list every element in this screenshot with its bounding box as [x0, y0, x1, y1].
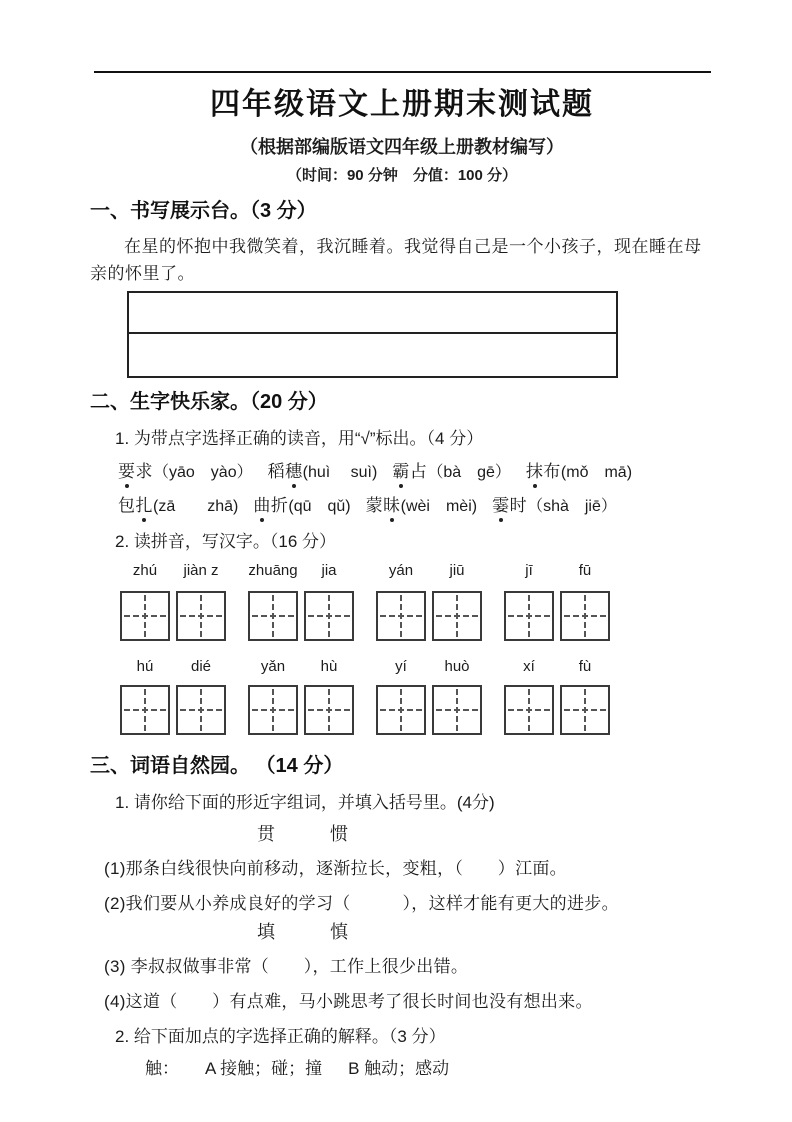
handwriting-passage: 在星的怀抱中我微笑着，我沉睡着。我觉得自己是一个小孩子，现在睡在母亲的怀里了。: [90, 237, 702, 283]
pinyin-group: [376, 658, 482, 676]
similar-char-pair-2: [257, 921, 714, 943]
pinyin-group: [248, 562, 354, 580]
pinyin-options[interactable]: （bà gē）: [427, 464, 511, 481]
pinyin-group: [120, 562, 226, 580]
pinyin-label: fū: [578, 562, 592, 579]
polyphonic-word-item: [253, 494, 350, 518]
grid-pair: [248, 591, 354, 641]
hanzi-writing-cell[interactable]: [304, 591, 354, 641]
pinyin-label: fù: [578, 658, 592, 675]
grid-pair: [504, 591, 610, 641]
exam-meta: （时间：90 分钟 分值：100 分）: [286, 167, 518, 184]
section-one-heading: 一、书写展示台。（3 分）: [90, 200, 317, 222]
pinyin-options[interactable]: (wèi mèi): [400, 498, 478, 515]
pinyin-label: hù: [320, 658, 338, 675]
pinyin-label: huò: [444, 658, 470, 675]
pinyin-options[interactable]: (qū qǔ): [288, 498, 351, 515]
polyphonic-word-item: [118, 460, 253, 484]
pinyin-label: yí: [395, 658, 407, 675]
pinyin-label-row-1: [120, 562, 714, 580]
question-prompt-pronunciation: 1. 为带点字选择正确的读音，用“√”标出。（4 分）: [115, 429, 484, 448]
polyphonic-word-item: [118, 494, 238, 518]
pinyin-group: [504, 562, 610, 580]
pinyin-group: [504, 658, 610, 676]
pinyin-label: hú: [136, 658, 154, 675]
char-guan4-xin: 惯: [330, 824, 348, 844]
grid-pair: [504, 685, 610, 735]
pinyin-options[interactable]: (mǒ mā): [560, 464, 633, 481]
grid-pair: [120, 685, 226, 735]
pronunciation-row-2: [118, 494, 714, 518]
pinyin-options[interactable]: (zā zhā): [153, 498, 239, 515]
pinyin-label: zhuāng: [248, 562, 298, 579]
word-text: 曲折: [253, 496, 289, 515]
question-prompt-write-hanzi: 2. 读拼音，写汉字。（16 分）: [115, 532, 337, 551]
section-three-heading: 三、词语自然园。 （14 分）: [90, 755, 344, 777]
pinyin-label: zhú: [132, 562, 158, 579]
word-text: 包扎: [118, 496, 153, 515]
question-prompt-meaning: 2. 给下面加点的字选择正确的解释。（3 分）: [115, 1027, 446, 1046]
fill-blank-sentence-2[interactable]: (2)我们要从小养成良好的学习（ ），这样才能有更大的进步。: [104, 894, 619, 913]
page-content: [0, 86, 792, 1080]
meaning-options-line: [145, 1057, 714, 1080]
polyphonic-word-item: [268, 460, 378, 484]
hanzi-writing-cell[interactable]: [304, 685, 354, 735]
hanzi-writing-cell[interactable]: [504, 591, 554, 641]
pronunciation-row-1: [118, 460, 714, 484]
pinyin-group: [376, 562, 482, 580]
fill-blank-sentence-1[interactable]: (1)那条白线很快向前移动，逐渐拉长，变粗，（ ）江面。: [104, 859, 567, 878]
pinyin-label: jiū: [449, 562, 465, 579]
hanzi-writing-cell[interactable]: [176, 685, 226, 735]
pinyin-label: jia: [321, 562, 337, 579]
meaning-option-b[interactable]: B 触动；感动: [348, 1059, 450, 1078]
pinyin-label: jī: [525, 562, 533, 579]
char-tian2: 填: [257, 922, 275, 942]
hanzi-writing-cell[interactable]: [120, 591, 170, 641]
writing-row-2[interactable]: [129, 334, 616, 376]
hanzi-writing-cell[interactable]: [504, 685, 554, 735]
hanzi-grid-row-2: [120, 685, 714, 735]
writing-display-box: [127, 291, 618, 378]
section-two-heading: 二、生字快乐家。（20 分）: [90, 391, 328, 413]
word-text: 蒙昧: [365, 496, 401, 515]
word-text: 稻穗: [267, 462, 303, 481]
pinyin-label: yǎn: [260, 658, 286, 675]
fill-blank-sentence-3[interactable]: (3) 李叔叔做事非常（ ），工作上很少出错。: [104, 957, 469, 976]
hanzi-writing-cell[interactable]: [376, 591, 426, 641]
question-prompt-word-forming: 1. 请你给下面的形近字组词，并填入括号里。(4分): [115, 793, 495, 812]
pinyin-options[interactable]: （shà jiē）: [527, 498, 617, 515]
pinyin-group: [120, 658, 226, 676]
polyphonic-word-item: [526, 460, 632, 484]
word-text: 霸占: [392, 462, 428, 481]
polyphonic-word-item: [392, 460, 511, 484]
word-text: 抹布: [525, 462, 561, 481]
hanzi-writing-cell[interactable]: [432, 685, 482, 735]
hanzi-writing-cell[interactable]: [376, 685, 426, 735]
pinyin-label: yán: [388, 562, 414, 579]
hanzi-writing-cell[interactable]: [248, 591, 298, 641]
word-text: 要求: [118, 462, 153, 481]
grid-pair: [376, 685, 482, 735]
fill-blank-sentence-4[interactable]: (4)这道（ ）有点难，马小跳思考了很长时间也没有想出来。: [104, 992, 593, 1011]
pinyin-options[interactable]: （yāo yào）: [153, 464, 253, 481]
pinyin-options[interactable]: (huì suì): [302, 464, 378, 481]
hanzi-writing-cell[interactable]: [560, 685, 610, 735]
pinyin-label: dié: [190, 658, 212, 675]
hanzi-writing-cell[interactable]: [248, 685, 298, 735]
similar-char-pair-1: [257, 823, 714, 845]
meaning-option-a[interactable]: A 接触；碰；撞: [205, 1059, 323, 1078]
hanzi-writing-cell[interactable]: [176, 591, 226, 641]
word-text: 霎时: [492, 496, 528, 515]
char-guan4: 贯: [257, 824, 275, 844]
pinyin-label: xí: [523, 658, 535, 675]
pinyin-label: jiàn z: [183, 562, 219, 579]
writing-row-1[interactable]: [129, 293, 616, 334]
grid-pair: [120, 591, 226, 641]
hanzi-writing-cell[interactable]: [432, 591, 482, 641]
hanzi-grid-row-1: [120, 591, 714, 641]
page-title: 四年级语文上册期末测试题: [210, 88, 594, 121]
hanzi-writing-cell[interactable]: [120, 685, 170, 735]
grid-pair: [248, 685, 354, 735]
grid-pair: [376, 591, 482, 641]
hanzi-writing-cell[interactable]: [560, 591, 610, 641]
polyphonic-word-item: [492, 494, 617, 518]
pinyin-label-row-2: [120, 658, 714, 676]
entry-char: 触：: [145, 1059, 179, 1078]
polyphonic-word-item: [366, 494, 477, 518]
char-shen4: 慎: [330, 922, 348, 942]
page-subtitle: （根据部编版语文四年级上册教材编写）: [240, 137, 564, 157]
pinyin-group: [248, 658, 354, 676]
header-rule: [94, 71, 711, 73]
